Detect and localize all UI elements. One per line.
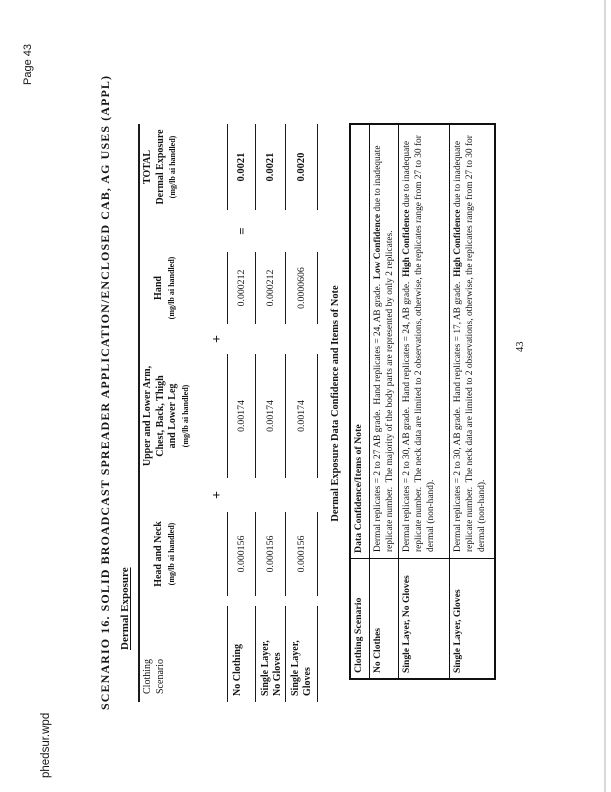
confidence-level: High Confidence xyxy=(453,209,463,277)
row-label-single-layer-no-gloves: Single Layer, No Gloves xyxy=(399,558,450,678)
page-header-label: Page 43 xyxy=(22,44,34,85)
confidence-table xyxy=(349,123,496,680)
note-single-layer-no-gloves: Dermal replicates = 2 to 30, AB grade. Hand replicates = 24, AB grade. High Confidence due to inadequate replicate number. The neck data are limited to 2 observations, otherwise, the replicates range from 27 to 30 for dermal (non-hand). xyxy=(399,125,450,558)
header-gap xyxy=(140,210,228,252)
column-header-clothing-scenario: Clothing Scenario xyxy=(351,558,370,678)
value-hand: 0.000212 xyxy=(256,252,286,324)
value-total: 0.0021 xyxy=(228,124,256,210)
row-label-single-layer-gloves: Single Layer, Gloves xyxy=(450,558,494,678)
column-header-data-confidence: Data Confidence/Items of Note xyxy=(351,125,370,558)
column-header-upper-lower: Upper and Lower Arm, Chest, Back, Thigh and Lower Leg (mg/lb ai handled) xyxy=(140,354,228,478)
value-head-neck: 0.000156 xyxy=(286,512,318,596)
value-upper-lower: 0.00174 xyxy=(256,354,286,478)
value-hand: 0.0000606 xyxy=(286,252,318,324)
note-single-layer-gloves: Dermal replicates = 2 to 30, AB grade. Hand replicates = 17, AB grade. High Confidence due to inadequate replicate number. The neck data are limited to 2 observations, otherwise, the replicates range from 27 to 30 for dermal (non-hand). xyxy=(453,132,488,552)
note-no-clothes: Dermal replicates = 2 to 27 AB grade. Hand replicates = 24, AB grade. Low Confidence due to inadequate replicate number. The majority of the body parts are represented by only 2 replicates. xyxy=(370,125,399,558)
column-header-hand: Hand (mg/lb ai handled) xyxy=(140,252,228,324)
plus-operator-2: + xyxy=(210,335,225,343)
value-total: 0.0020 xyxy=(286,124,318,210)
header-gap xyxy=(140,596,228,606)
value-head-neck: 0.000156 xyxy=(228,512,256,596)
row-label-single-layer-no-gloves: Single Layer, No Gloves xyxy=(256,606,286,702)
dermal-exposure-table xyxy=(138,124,318,702)
value-upper-lower: 0.00174 xyxy=(286,354,318,478)
confidence-level: Low Confidence xyxy=(373,213,383,280)
row-label-no-clothes: No Clothes xyxy=(370,558,399,678)
value-hand: 0.000212 xyxy=(228,252,256,324)
row-label-single-layer-gloves: Single Layer, Gloves xyxy=(286,606,318,702)
page-number: 43 xyxy=(515,341,526,352)
row-label-no-clothing: No Clothing xyxy=(228,606,256,702)
confidence-level: High Confidence xyxy=(402,209,412,277)
document-title: SCENARIO 16. SOLID BROADCAST SPREADER APPLICATION/ENCLOSED CAB, AG USES (APPL) xyxy=(98,74,112,710)
confidence-table-title: Dermal Exposure Data Confidence and Items of Note xyxy=(330,285,341,522)
exposure-table-caption: Dermal Exposure xyxy=(119,567,131,650)
column-header-clothing-scenario: Clothing Scenario xyxy=(140,606,228,702)
scan-edge-artifact xyxy=(604,0,606,792)
footer-filename: phedsur.wpd xyxy=(40,712,52,778)
equals-operator: = xyxy=(234,227,249,235)
value-head-neck: 0.000156 xyxy=(256,512,286,596)
value-total: 0.0021 xyxy=(256,124,286,210)
column-header-head-neck: Head and Neck (mg/lb ai handled) xyxy=(140,512,228,596)
column-header-total: TOTAL Dermal Exposure (mg/lb ai handled) xyxy=(140,124,228,210)
plus-operator-1: + xyxy=(210,491,225,499)
value-upper-lower: 0.00174 xyxy=(228,354,256,478)
